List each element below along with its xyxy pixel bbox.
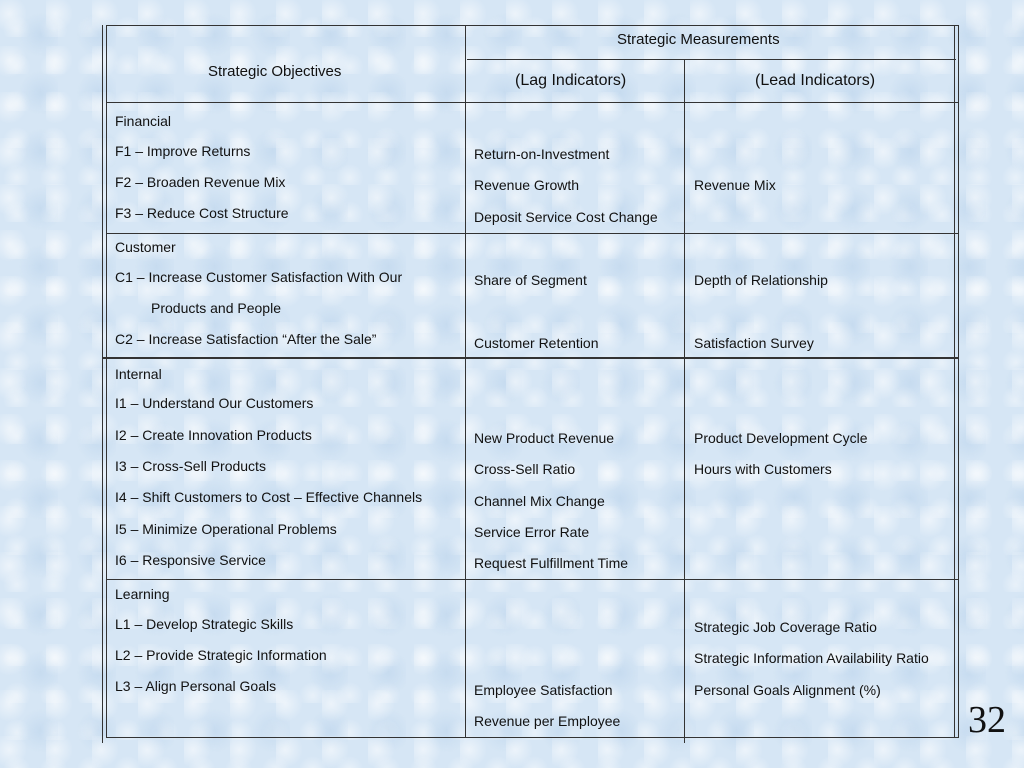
lag-internal-4: Service Error Rate [474, 524, 590, 540]
lead-internal-1: Product Development Cycle [694, 430, 868, 446]
objective-c1-continued: Products and People [151, 300, 281, 316]
lag-internal-2: Cross-Sell Ratio [474, 461, 576, 477]
measurements-divider [467, 59, 956, 60]
lag-financial-3: Deposit Service Cost Change [474, 209, 658, 225]
lead-financial-1: Revenue Mix [694, 177, 776, 193]
lag-financial-1: Return-on-Investment [474, 146, 610, 162]
objective-i6: I6 – Responsive Service [115, 552, 266, 568]
lag-internal-1: New Product Revenue [474, 430, 615, 446]
lag-learning-1: Employee Satisfaction [474, 682, 613, 698]
header-divider [106, 102, 958, 103]
table-border-right-outer [958, 25, 959, 738]
section-title-financial: Financial [115, 113, 172, 129]
objective-l1: L1 – Develop Strategic Skills [115, 616, 294, 632]
lag-learning-2: Revenue per Employee [474, 713, 621, 729]
lag-internal-5: Request Fulfillment Time [474, 555, 629, 571]
header-measurements: Strategic Measurements [617, 31, 780, 48]
section-title-learning: Learning [115, 586, 170, 602]
lag-internal-3: Channel Mix Change [474, 493, 605, 509]
objective-f1: F1 – Improve Returns [115, 143, 251, 159]
objectives-divider [465, 25, 466, 738]
table-border-right [954, 25, 955, 738]
lag-lead-divider [684, 59, 685, 743]
lead-learning-1: Strategic Job Coverage Ratio [694, 619, 877, 635]
lead-customer-1: Depth of Relationship [694, 272, 828, 288]
objective-i5: I5 – Minimize Operational Problems [115, 521, 337, 537]
lag-financial-2: Revenue Growth [474, 177, 580, 193]
section-title-customer: Customer [115, 239, 176, 255]
lag-customer-1: Share of Segment [474, 272, 587, 288]
row-divider-3 [106, 579, 958, 580]
objective-c2: C2 – Increase Satisfaction “After the Sale” [115, 331, 377, 347]
header-lag-indicators: (Lag Indicators) [515, 72, 627, 89]
table-border-top [106, 25, 958, 26]
header-lead-indicators: (Lead Indicators) [755, 72, 876, 89]
lead-customer-2: Satisfaction Survey [694, 335, 814, 351]
header-objectives: Strategic Objectives [208, 63, 342, 80]
lead-internal-2: Hours with Customers [694, 461, 832, 477]
objective-i4: I4 – Shift Customers to Cost – Effective Channels [115, 489, 423, 505]
objective-f3: F3 – Reduce Cost Structure [115, 205, 289, 221]
lag-customer-2: Customer Retention [474, 335, 599, 351]
table-border-bottom [106, 737, 958, 738]
objective-l3: L3 – Align Personal Goals [115, 678, 277, 694]
page-number: 32 [968, 699, 1006, 741]
objective-i3: I3 – Cross-Sell Products [115, 458, 266, 474]
objective-c1: C1 – Increase Customer Satisfaction With Our [115, 269, 403, 285]
row-divider-2 [102, 357, 958, 359]
table-border-left-inner [106, 25, 107, 738]
lead-learning-3: Personal Goals Alignment (%) [694, 682, 881, 698]
table-border-left [102, 25, 103, 743]
objective-l2: L2 – Provide Strategic Information [115, 647, 327, 663]
objective-i1: I1 – Understand Our Customers [115, 395, 314, 411]
section-title-internal: Internal [115, 366, 162, 382]
objective-f2: F2 – Broaden Revenue Mix [115, 174, 286, 190]
row-divider-1 [106, 233, 958, 234]
objective-i2: I2 – Create Innovation Products [115, 427, 312, 443]
lead-learning-2: Strategic Information Availability Ratio [694, 650, 929, 666]
